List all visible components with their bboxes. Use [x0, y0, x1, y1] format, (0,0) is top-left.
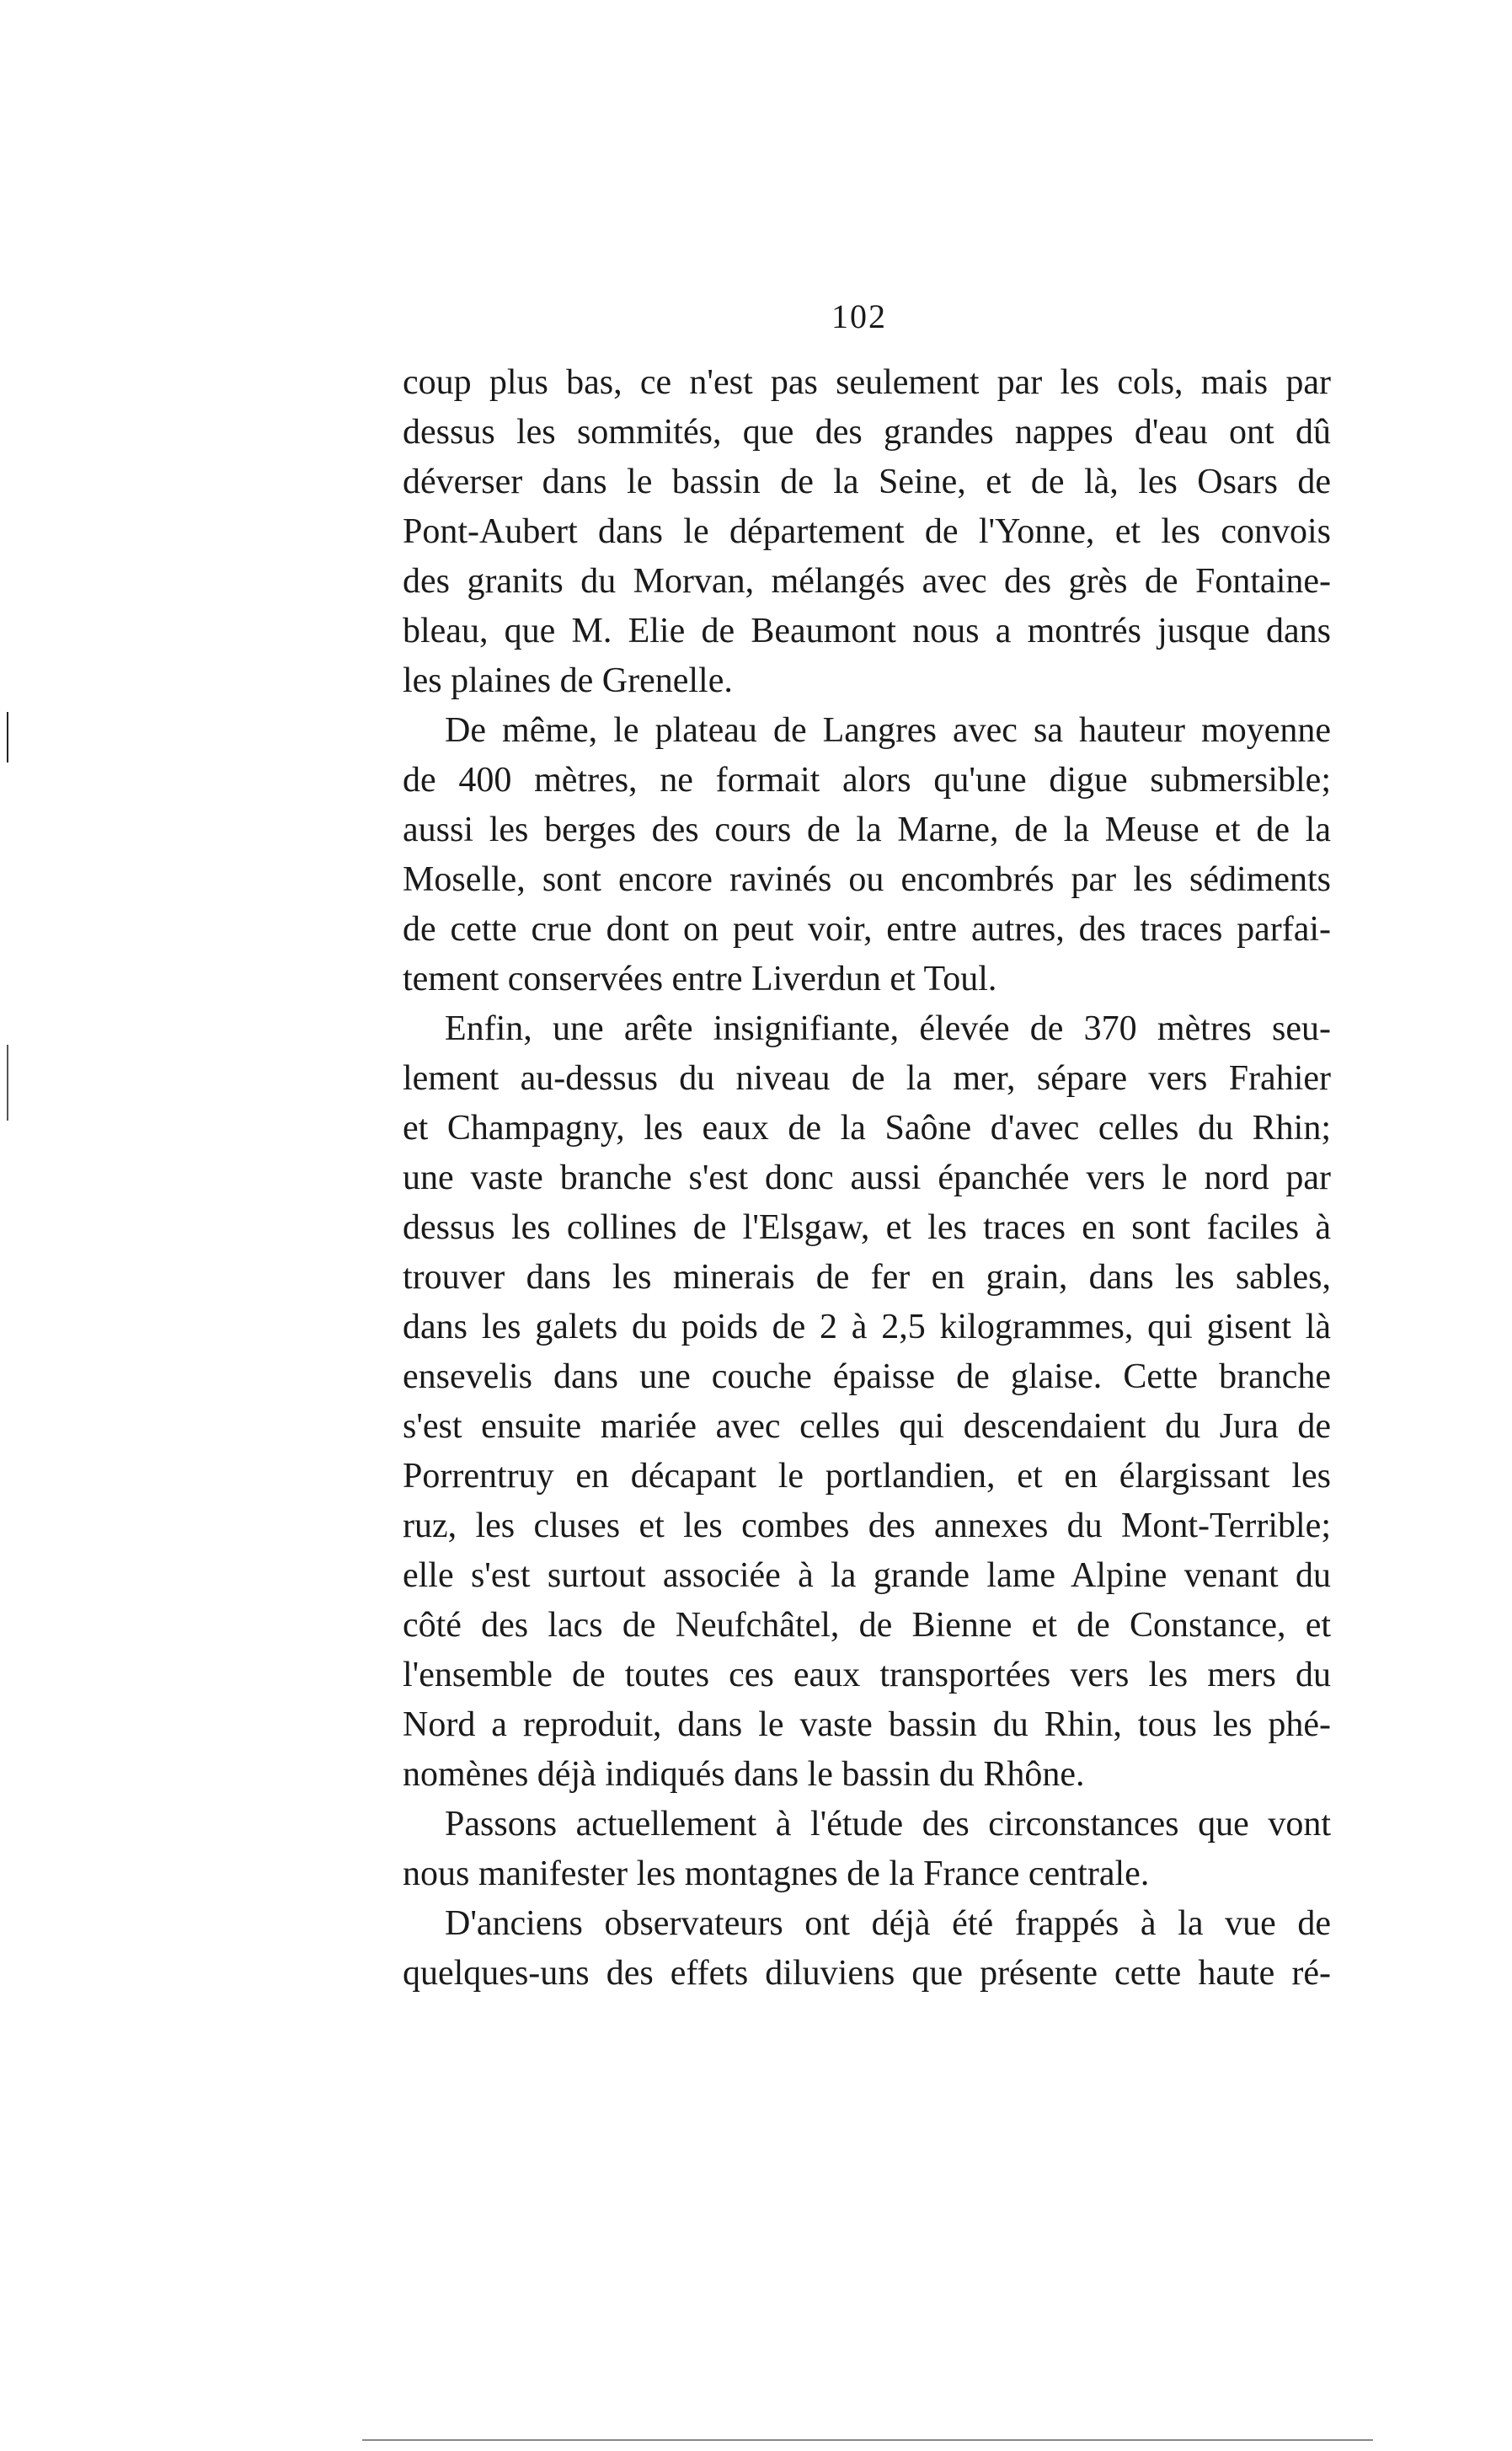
text-line: Enfin, une arête insignifiante, élevée de 370 mètres seu-: [445, 1009, 1331, 1048]
text-line: nomènes déjà indiqués dans le bassin du Rhône.: [403, 1755, 1085, 1794]
text-line: côté des lacs de Neufchâtel, de Bienne et de Constance, et: [403, 1606, 1331, 1645]
text-line: les plaines de Grenelle.: [403, 661, 733, 700]
page-number: 102: [831, 297, 887, 335]
body-text: [403, 358, 1331, 1999]
text-line: une vaste branche s'est donc aussi épanchée vers le nord par: [403, 1159, 1331, 1197]
text-line: elle s'est surtout associée à la grande lame Alpine venant du: [403, 1556, 1331, 1595]
text-line: De même, le plateau de Langres avec sa hauteur moyenne: [445, 711, 1331, 750]
text-line: Passons actuellement à l'étude des circonstances que vont: [445, 1805, 1331, 1844]
text-line: déverser dans le bassin de la Seine, et de là, les Osars de: [403, 463, 1331, 501]
text-line: aussi les berges des cours de la Marne, de la Meuse et de la: [403, 811, 1331, 849]
text-line: et Champagny, les eaux de la Saône d'avec celles du Rhin;: [403, 1109, 1331, 1148]
text-line: Nord a reproduit, dans le vaste bassin du Rhin, tous les phé-: [403, 1705, 1331, 1744]
scan-edge-mark: [7, 712, 8, 763]
text-line: quelques-uns des effets diluviens que présente cette haute ré-: [403, 1954, 1331, 1993]
text-line: ensevelis dans une couche épaisse de glaise. Cette branche: [403, 1357, 1331, 1396]
scan-edge-mark: [7, 1045, 8, 1121]
scan-bottom-rule: [362, 2439, 1373, 2441]
text-line: nous manifester les montagnes de la France centrale.: [403, 1854, 1150, 1893]
text-line: trouver dans les minerais de fer en grain, dans les sables,: [403, 1258, 1331, 1297]
text-line: ruz, les cluses et les combes des annexes du Mont-Terrible;: [403, 1506, 1331, 1545]
text-line: de cette crue dont on peut voir, entre autres, des traces parfai-: [403, 910, 1331, 949]
text-line: D'anciens observateurs ont déjà été frappés à la vue de: [445, 1904, 1331, 1943]
text-line: lement au-dessus du niveau de la mer, sépare vers Frahier: [403, 1059, 1331, 1098]
text-line: Porrentruy en décapant le portlandien, et en élargissant les: [403, 1457, 1331, 1496]
text-line: dessus les collines de l'Elsgaw, et les traces en sont faciles à: [403, 1208, 1331, 1247]
text-line: des granits du Morvan, mélangés avec des grès de Fontaine-: [403, 562, 1331, 601]
text-line: de 400 mètres, ne formait alors qu'une digue submersible;: [403, 761, 1331, 800]
text-line: tement conservées entre Liverdun et Toul.: [403, 960, 997, 998]
text-line: Moselle, sont encore ravinés ou encombrés par les sédiments: [403, 860, 1331, 899]
text-line: l'ensemble de toutes ces eaux transportées vers les mers du: [403, 1656, 1331, 1694]
text-line: coup plus bas, ce n'est pas seulement par les cols, mais par: [403, 363, 1331, 402]
text-line: s'est ensuite mariée avec celles qui descendaient du Jura de: [403, 1407, 1331, 1446]
text-line: bleau, que M. Elie de Beaumont nous a montrés jusque dans: [403, 612, 1331, 650]
text-line: Pont-Aubert dans le département de l'Yonne, et les convois: [403, 512, 1331, 551]
text-line: dans les galets du poids de 2 à 2,5 kilogrammes, qui gisent là: [403, 1308, 1331, 1346]
text-line: dessus les sommités, que des grandes nappes d'eau ont dû: [403, 413, 1331, 452]
